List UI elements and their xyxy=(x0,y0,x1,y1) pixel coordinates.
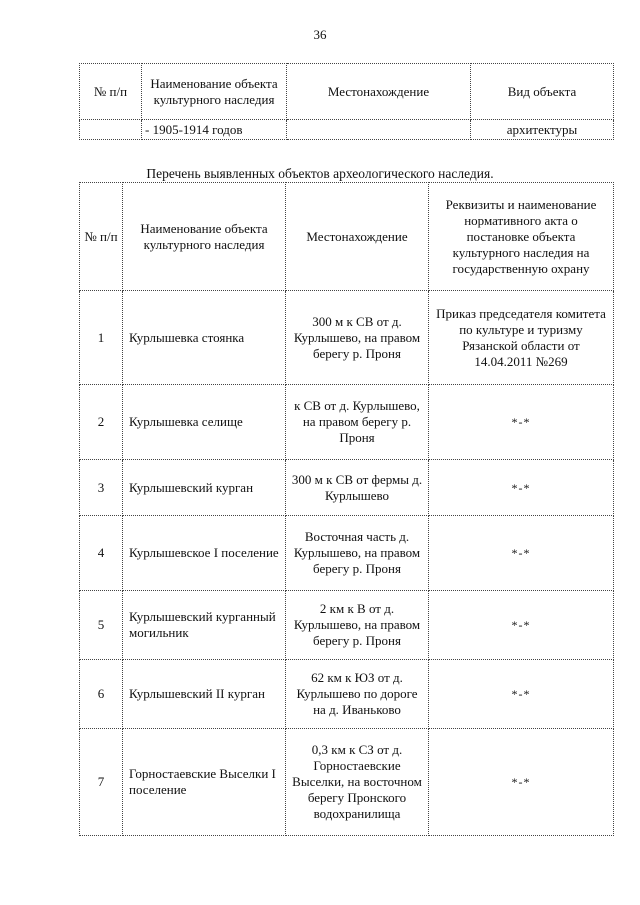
cell-number: 6 xyxy=(80,660,123,729)
cell-location: Восточная часть д. Курлышево, на правом берегу р. Проня xyxy=(286,516,429,591)
cell-object-name: Курлышевский II курган xyxy=(123,660,286,729)
header-object-name: Наименование объекта культурного наследия xyxy=(123,183,286,291)
cell-object-name: Курлышевка селище xyxy=(123,385,286,460)
cell-number xyxy=(80,120,142,140)
table-header-row xyxy=(80,64,614,120)
cell-object-type: архитектуры xyxy=(471,120,614,140)
header-object-type: Вид объекта xyxy=(471,64,614,120)
header-object-name: Наименование объекта культурного наследия xyxy=(142,64,287,120)
header-requisites: Реквизиты и наименование нормативного акта о постановке объекта культурного наследия на государственную охрану xyxy=(429,183,614,291)
header-number: № п/п xyxy=(80,183,123,291)
cell-location: 2 км к В от д. Курлышево, на правом берегу р. Проня xyxy=(286,591,429,660)
cell-object-name: Курлышевка стоянка xyxy=(123,291,286,385)
cell-location: 0,3 км к СЗ от д. Горностаевские Выселки, на восточном берегу Пронского водохранилища xyxy=(286,729,429,836)
cell-location: 62 км к ЮЗ от д. Курлышево по дороге на д. Иваньково xyxy=(286,660,429,729)
cell-number: 7 xyxy=(80,729,123,836)
table-header-row xyxy=(80,183,614,291)
cell-number: 2 xyxy=(80,385,123,460)
cell-requisites: *-* xyxy=(429,660,614,729)
cell-object-name: Курлышевское I поселение xyxy=(123,516,286,591)
cell-requisites: *-* xyxy=(429,460,614,516)
cell-location xyxy=(287,120,471,140)
cell-location: 300 м к СВ от д. Курлышево, на правом берегу р. Проня xyxy=(286,291,429,385)
header-number: № п/п xyxy=(80,64,142,120)
table-row xyxy=(80,591,614,660)
object-table-continuation xyxy=(79,63,614,140)
cell-requisites: *-* xyxy=(429,385,614,460)
table-row xyxy=(80,385,614,460)
table-row xyxy=(80,729,614,836)
cell-location: 300 м к СВ от фермы д. Курлышево xyxy=(286,460,429,516)
cell-requisites: *-* xyxy=(429,591,614,660)
table-row xyxy=(80,291,614,385)
archaeological-objects-table xyxy=(79,182,614,836)
page-number: 36 xyxy=(313,27,327,42)
table-row xyxy=(80,516,614,591)
cell-requisites: *-* xyxy=(429,729,614,836)
section-caption: Перечень выявленных объектов археологического наследия. xyxy=(146,166,494,181)
cell-number: 3 xyxy=(80,460,123,516)
cell-location: к СВ от д. Курлышево, на правом берегу р. Проня xyxy=(286,385,429,460)
header-location: Местонахождение xyxy=(287,64,471,120)
cell-number: 1 xyxy=(80,291,123,385)
cell-requisites: *-* xyxy=(429,516,614,591)
table-row xyxy=(80,460,614,516)
cell-object-name: - 1905-1914 годов xyxy=(142,120,287,140)
cell-object-name: Горностаевские Выселки I поселение xyxy=(123,729,286,836)
cell-object-name: Курлышевский курганный могильник xyxy=(123,591,286,660)
cell-number: 4 xyxy=(80,516,123,591)
cell-object-name: Курлышевский курган xyxy=(123,460,286,516)
header-location: Местонахождение xyxy=(286,183,429,291)
table-row xyxy=(80,660,614,729)
table-row xyxy=(80,120,614,140)
cell-number: 5 xyxy=(80,591,123,660)
cell-requisites: Приказ председателя комитета по культуре и туризму Рязанской области от 14.04.2011 №269 xyxy=(429,291,614,385)
